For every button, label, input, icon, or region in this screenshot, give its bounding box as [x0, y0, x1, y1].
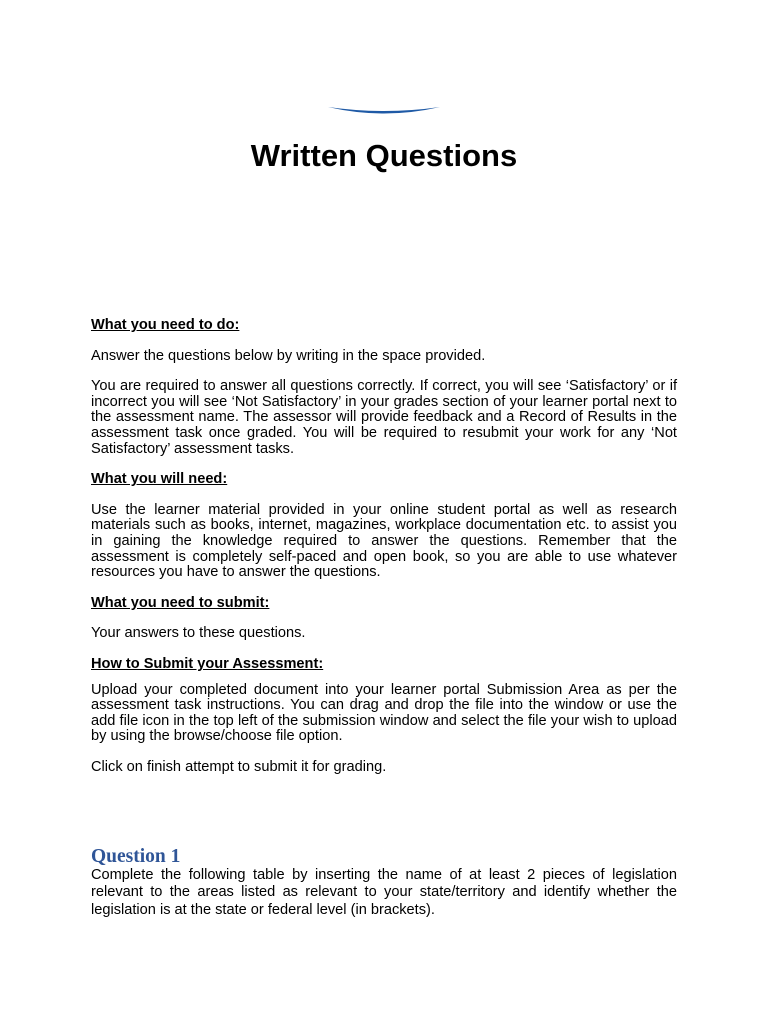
section-heading-what-you-need: What you will need:: [91, 471, 228, 488]
section-paragraph: Use the learner material provided in your online student portal as well as research materials such as books, internet, magazines, workplace documentation etc. to assist you in gaining the knowledge required to answer the questions. Remember that the assessment is completely self-paced and open book, so you are able to use whatever resources you have to answer the questions.: [91, 501, 677, 581]
section-heading-what-to-do: What you need to do:: [91, 317, 240, 333]
section-heading-what-to-submit: What you need to submit:: [91, 594, 270, 611]
logo-arc-icon: [326, 104, 442, 120]
instructions-body: [91, 318, 677, 790]
question-text: Complete the following table by inserting the name of at least 2 pieces of legislation relevant to the areas listed as relevant to your state/territory and identify whether the legislation is at the state or federal level (in brackets).: [91, 867, 677, 918]
question-heading: Question 1: [91, 846, 181, 867]
section-paragraph: Answer the questions below by writing in the space provided.: [91, 347, 486, 364]
section-paragraph: Upload your completed document into your learner portal Submission Area as per the assessment task instructions. You can drag and drop the file into the window or use the add file icon in the top left of the submission window and select the file your wish to upload by using the browse/choose file option.: [91, 681, 677, 745]
section-paragraph: You are required to answer all questions correctly. If correct, you will see ‘Satisfactory’ or if incorrect you will see ‘Not Satisfactory’ in your grades section of your learner portal next to the assessment name. The assessor will provide feedback and a Record of Results in the assessment task once graded. You will be required to resubmit your work for any ‘Not Satisfactory’ assessment tasks.: [91, 378, 677, 457]
section-heading-how-to-submit: How to Submit your Assessment:: [91, 655, 324, 672]
page-title: Written Questions: [250, 138, 518, 173]
section-paragraph: Click on finish attempt to submit it for grading.: [91, 758, 387, 775]
section-paragraph: Your answers to these questions.: [91, 625, 306, 642]
